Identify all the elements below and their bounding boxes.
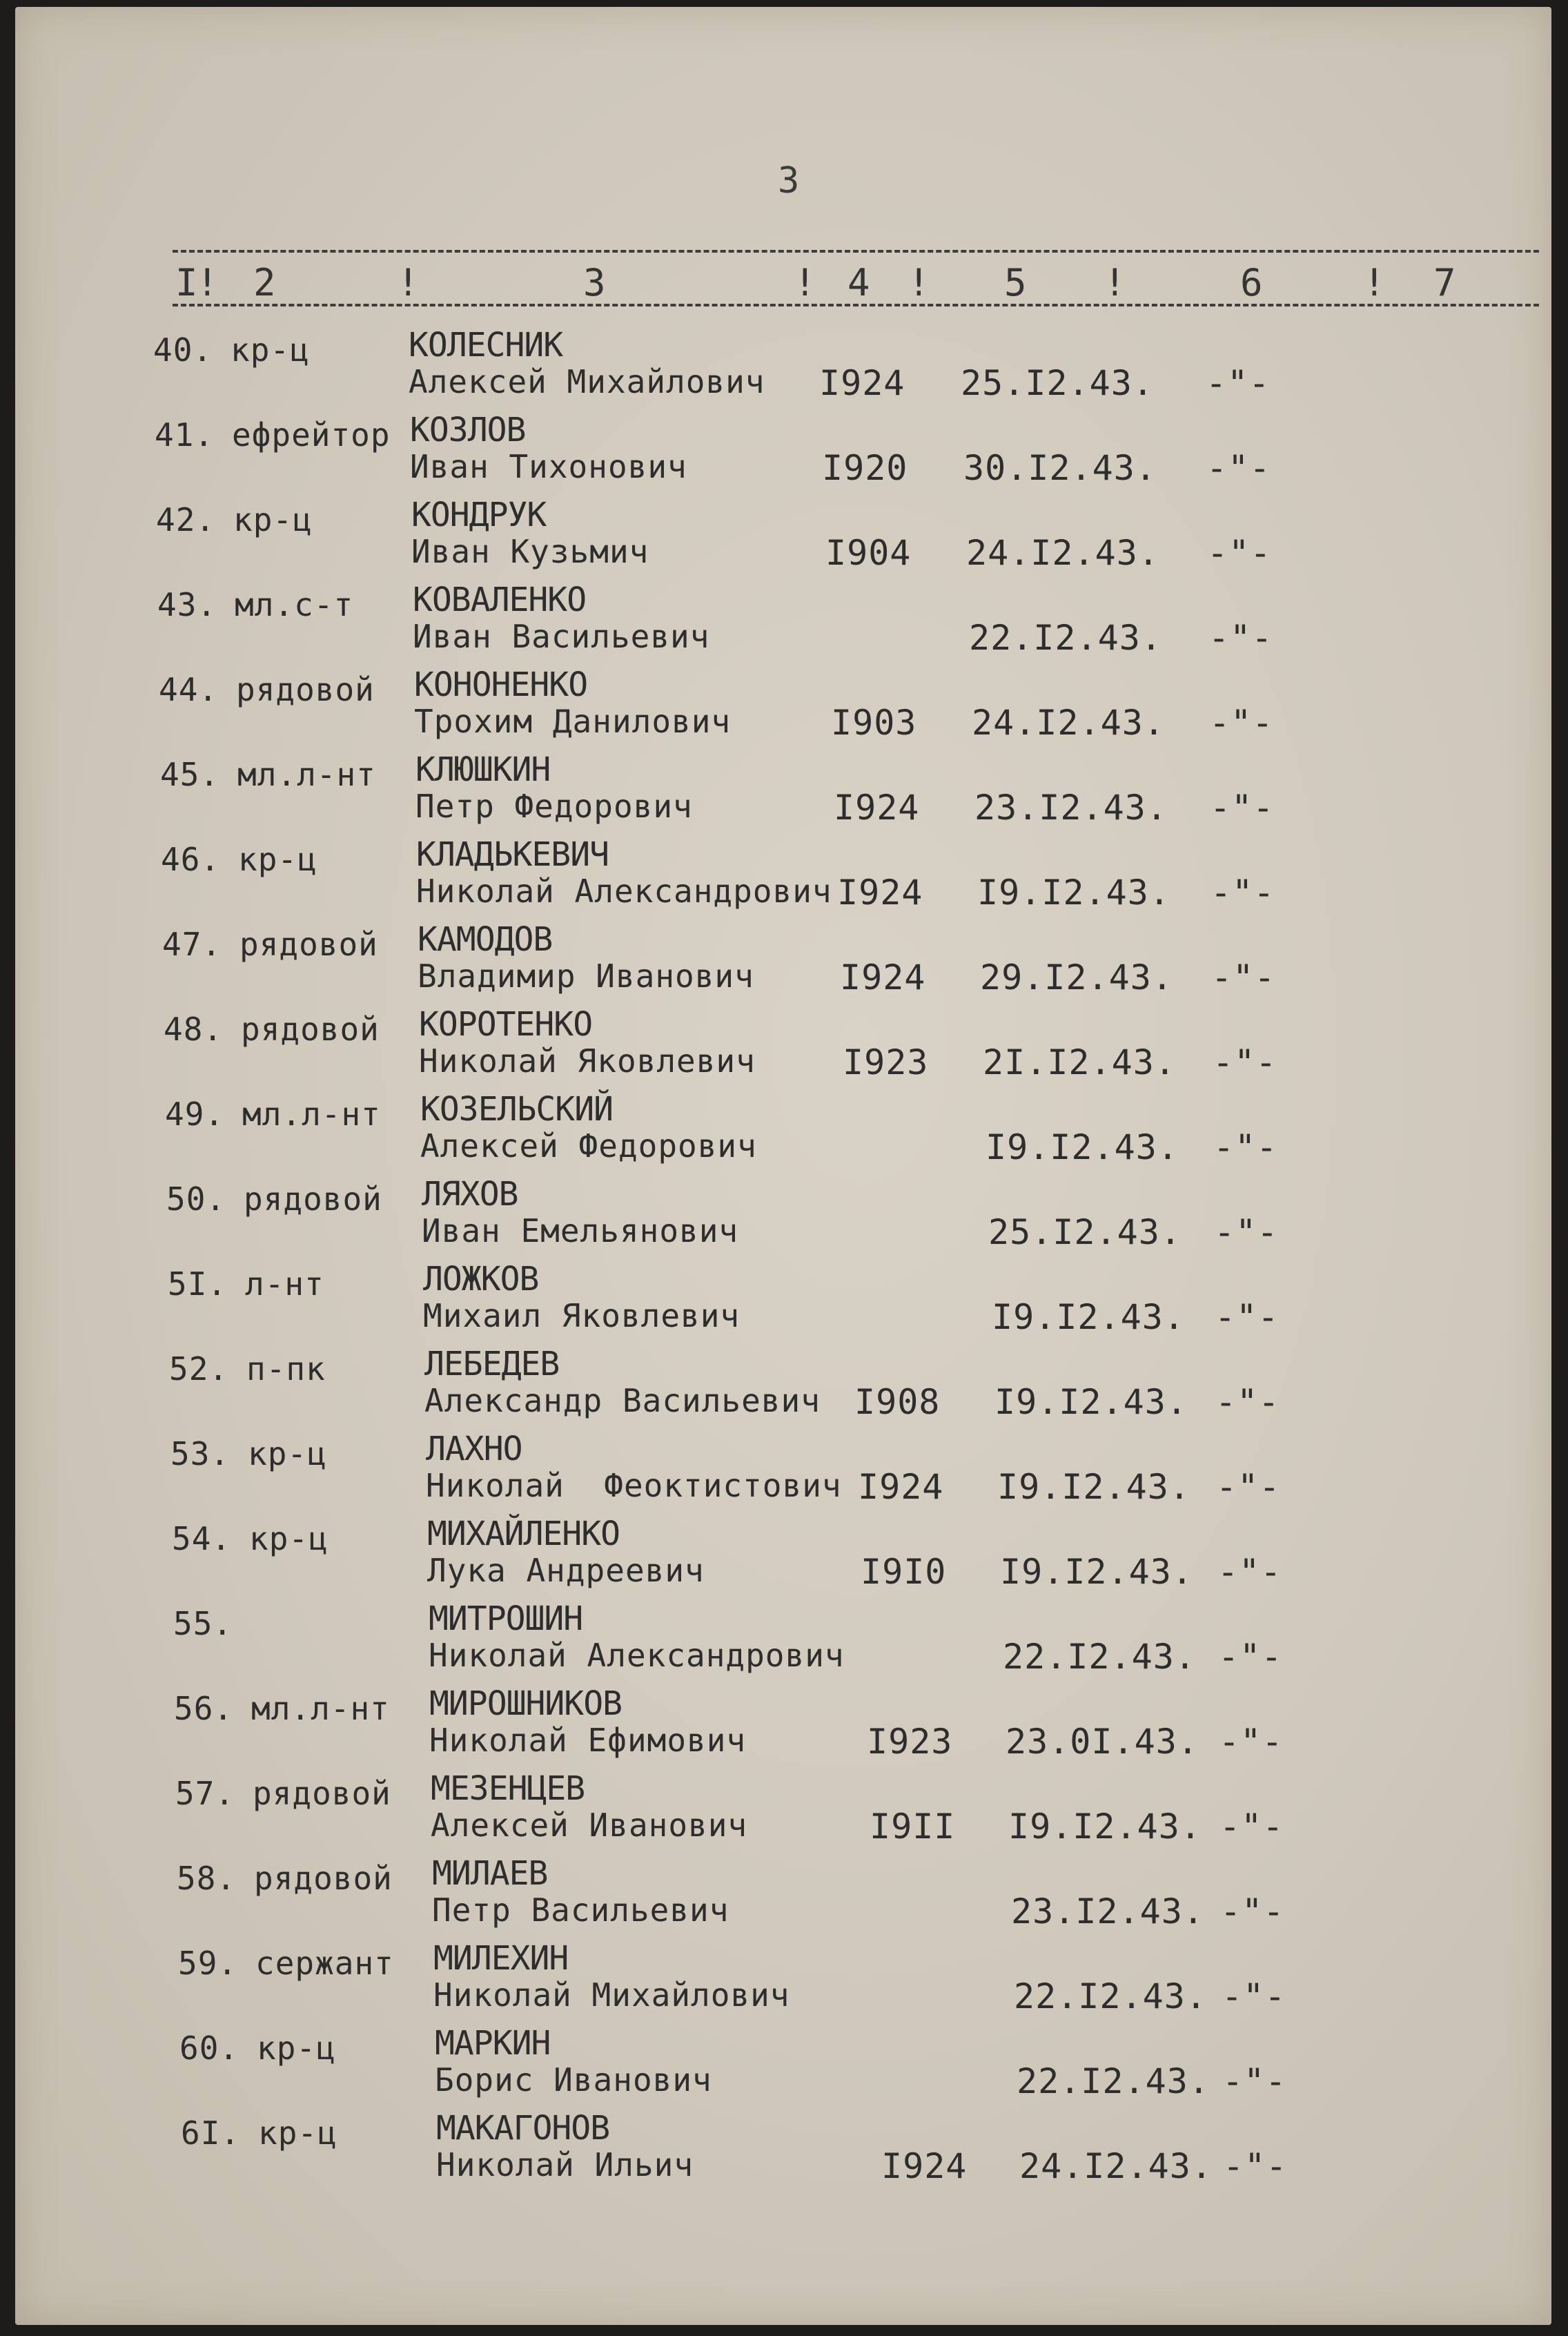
list-item	[15, 1684, 1551, 1773]
ditto-mark: -"-	[1219, 1722, 1284, 1762]
entry-number: 5I.	[168, 1265, 228, 1303]
birth-year: I924	[881, 2146, 968, 2186]
date: 29.I2.43.	[980, 957, 1173, 997]
surname: ЛЕБЕДЕВ	[424, 1345, 560, 1383]
ditto-mark: -"-	[1218, 1637, 1283, 1677]
given-name: Николай Ефимович	[429, 1722, 747, 1759]
date: 25.I2.43.	[988, 1212, 1182, 1252]
ditto-mark: -"-	[1213, 1042, 1277, 1082]
military-rank: рядовой	[236, 671, 375, 708]
surname: КОНОНЕНКО	[414, 665, 588, 704]
list-item	[15, 665, 1551, 754]
surname: МИЛЕХИН	[433, 1939, 569, 1978]
military-rank: сержант	[255, 1945, 394, 1982]
list-item	[15, 1515, 1551, 1603]
given-name: Иван Васильевич	[413, 618, 710, 655]
given-name: Николай Ильич	[436, 2146, 694, 2183]
given-name: Николай Феоктистович	[426, 1467, 842, 1504]
date: 22.I2.43.	[1017, 2061, 1210, 2101]
date: I9.I2.43.	[992, 1297, 1185, 1337]
given-name: Лука Андреевич	[427, 1552, 705, 1589]
military-rank: рядовой	[244, 1180, 382, 1218]
date: I9.I2.43.	[1000, 1552, 1193, 1592]
military-rank: рядовой	[241, 1011, 380, 1048]
list-item	[15, 1090, 1551, 1178]
entry-number: 50.	[166, 1180, 226, 1218]
column-header-4: 4	[847, 261, 870, 304]
given-name: Николай Александрович	[416, 873, 832, 910]
ditto-mark: -"-	[1217, 1552, 1282, 1592]
list-item	[15, 1430, 1551, 1518]
birth-year: I920	[822, 448, 908, 488]
entry-number: 45.	[160, 756, 220, 793]
ditto-mark: -"-	[1215, 1382, 1280, 1422]
surname: МАКАГОНОВ	[436, 2109, 610, 2148]
date: 22.I2.43.	[969, 618, 1162, 658]
given-name: Николай Михайлович	[433, 1976, 790, 2014]
ditto-mark: -"-	[1215, 1297, 1280, 1337]
given-name: Трохим Данилович	[414, 703, 732, 740]
military-rank: рядовой	[254, 1860, 393, 1897]
header-top-rule	[173, 250, 1539, 253]
entry-number: 54.	[172, 1520, 232, 1557]
date: I9.I2.43.	[994, 1382, 1188, 1422]
military-rank: мл.л-нт	[237, 756, 376, 793]
military-rank: мл.л-нт	[242, 1096, 381, 1133]
list-item	[15, 1260, 1551, 1348]
given-name: Алексей Михайлович	[409, 363, 765, 400]
date: I9.I2.43.	[977, 873, 1170, 913]
list-item	[15, 1005, 1551, 1093]
entry-number: 42.	[156, 501, 216, 538]
entry-number: 55.	[173, 1605, 233, 1642]
list-item	[15, 750, 1551, 839]
list-item	[15, 496, 1551, 584]
list-item	[15, 1939, 1551, 2027]
list-item	[15, 1599, 1551, 1688]
ditto-mark: -"-	[1223, 2146, 1288, 2186]
ditto-mark: -"-	[1219, 1807, 1284, 1847]
date: 23.I2.43.	[1011, 1891, 1204, 1931]
given-name: Борис Иванович	[435, 2061, 712, 2099]
column-separator: !	[794, 261, 816, 304]
entry-number: 46.	[161, 841, 221, 878]
military-rank: ефрейтор	[232, 416, 391, 454]
ditto-mark: -"-	[1216, 1467, 1281, 1507]
entry-number: 57.	[175, 1775, 235, 1812]
list-item	[15, 1769, 1551, 1858]
date: 24.I2.43.	[972, 703, 1165, 743]
military-rank: л-нт	[245, 1265, 324, 1303]
surname: КАМОДОВ	[418, 920, 553, 959]
ditto-mark: -"-	[1208, 618, 1273, 658]
military-rank: рядовой	[253, 1775, 391, 1812]
date: I9.I2.43.	[997, 1467, 1190, 1507]
column-separator: !	[397, 261, 420, 304]
page-number: 3	[778, 160, 800, 202]
ditto-mark: -"-	[1209, 703, 1274, 743]
surname: КОЛЕСНИК	[409, 326, 563, 364]
entry-number: 53.	[170, 1435, 231, 1472]
military-rank: мл.л-нт	[251, 1690, 390, 1727]
surname: ЛОЖКОВ	[423, 1260, 539, 1298]
date: 23.I2.43.	[974, 788, 1168, 828]
column-header-6: 6	[1240, 261, 1263, 304]
surname: КОНДРУК	[411, 496, 547, 534]
military-rank: кр-ц	[233, 501, 313, 538]
birth-year: I924	[837, 873, 923, 913]
date: 2I.I2.43.	[983, 1042, 1176, 1082]
date: 24.I2.43.	[966, 533, 1159, 573]
surname: МИТРОШИН	[429, 1599, 583, 1638]
given-name: Владимир Иванович	[418, 957, 754, 995]
ditto-mark: -"-	[1222, 2061, 1287, 2101]
military-rank: кр-ц	[258, 2114, 337, 2152]
birth-year: I923	[843, 1042, 929, 1082]
date: I9.I2.43.	[1008, 1807, 1202, 1847]
column-separator: !	[196, 261, 219, 304]
list-item	[15, 1345, 1551, 1433]
ditto-mark: -"-	[1206, 448, 1271, 488]
date: 22.I2.43.	[1014, 1976, 1207, 2016]
column-header-3: 3	[583, 261, 606, 304]
ditto-mark: -"-	[1211, 873, 1275, 913]
date: 23.0I.43.	[1006, 1722, 1199, 1762]
birth-year: I924	[834, 788, 920, 828]
list-item	[15, 2109, 1551, 2197]
military-rank: мл.с-т	[235, 586, 354, 623]
birth-year: I9I0	[861, 1552, 947, 1592]
date: 25.I2.43.	[961, 363, 1154, 403]
surname: КЛЮШКИН	[415, 750, 551, 789]
surname: МИХАЙЛЕНКО	[427, 1515, 620, 1553]
military-rank: рядовой	[239, 926, 378, 963]
ditto-mark: -"-	[1210, 788, 1275, 828]
date: 30.I2.43.	[963, 448, 1157, 488]
column-separator: !	[908, 261, 930, 304]
ditto-mark: -"-	[1220, 1891, 1285, 1931]
surname: КОЗЕЛЬСКИЙ	[420, 1090, 613, 1129]
column-header-1: I	[175, 261, 198, 304]
document-page	[15, 7, 1551, 2325]
column-header-7: 7	[1433, 261, 1456, 304]
ditto-mark: -"-	[1222, 1976, 1286, 2016]
list-item	[15, 1175, 1551, 1263]
list-item	[15, 1854, 1551, 1943]
surname: ЛЯХОВ	[422, 1175, 518, 1214]
military-rank: кр-ц	[257, 2030, 336, 2067]
birth-year: I924	[858, 1467, 944, 1507]
ditto-mark: -"-	[1207, 533, 1272, 573]
ditto-mark: -"-	[1206, 363, 1271, 403]
column-separator: !	[1363, 261, 1386, 304]
entry-number: 44.	[159, 671, 219, 708]
given-name: Иван Емельянович	[422, 1212, 739, 1249]
surname: ЛАХНО	[426, 1430, 522, 1468]
surname: МАРКИН	[435, 2024, 551, 2063]
birth-year: I904	[825, 533, 912, 573]
birth-year: I908	[854, 1382, 941, 1422]
surname: КЛАДЬКЕВИЧ	[416, 835, 609, 874]
given-name: Алексей Федорович	[420, 1127, 757, 1165]
entry-number: 58.	[177, 1860, 237, 1897]
entry-number: 52.	[169, 1350, 229, 1388]
column-separator: !	[1104, 261, 1126, 304]
birth-year: I924	[840, 957, 926, 997]
date: I9.I2.43.	[986, 1127, 1179, 1167]
given-name: Иван Кузьмич	[411, 533, 649, 570]
surname: МИРОШНИКОВ	[429, 1684, 622, 1723]
entry-number: 49.	[165, 1096, 225, 1133]
entry-number: 48.	[164, 1011, 224, 1048]
military-rank: кр-ц	[249, 1520, 329, 1557]
military-rank: кр-ц	[248, 1435, 327, 1472]
date: 24.I2.43.	[1019, 2146, 1213, 2186]
entry-number: 56.	[174, 1690, 234, 1727]
surname: МЕЗЕНЦЕВ	[431, 1769, 585, 1808]
ditto-mark: -"-	[1214, 1212, 1279, 1252]
ditto-mark: -"-	[1213, 1127, 1278, 1167]
military-rank: кр-ц	[238, 841, 317, 878]
entry-number: 47.	[162, 926, 222, 963]
surname: КОВАЛЕНКО	[413, 581, 587, 619]
column-header-2: 2	[253, 261, 276, 304]
list-item	[15, 920, 1551, 1009]
date: 22.I2.43.	[1003, 1637, 1196, 1677]
entry-number: 6I.	[181, 2114, 241, 2152]
list-item	[15, 835, 1551, 924]
entry-number: 40.	[153, 331, 213, 369]
given-name: Александр Васильевич	[424, 1382, 821, 1419]
given-name: Петр Васильевич	[432, 1891, 729, 1929]
list-item	[15, 581, 1551, 669]
given-name: Алексей Иванович	[431, 1807, 748, 1844]
military-rank: кр-ц	[231, 331, 310, 369]
entry-number: 60.	[179, 2030, 239, 2067]
given-name: Михаил Яковлевич	[423, 1297, 741, 1334]
birth-year: I924	[819, 363, 905, 403]
column-header-5: 5	[1004, 261, 1027, 304]
birth-year: I903	[831, 703, 917, 743]
military-rank: п-пк	[246, 1350, 326, 1388]
given-name: Иван Тихонович	[410, 448, 687, 485]
entry-number: 41.	[155, 416, 215, 454]
given-name: Николай Яковлевич	[419, 1042, 756, 1080]
surname: КОРОТЕНКО	[419, 1005, 593, 1044]
list-item	[15, 411, 1551, 499]
given-name: Петр Федорович	[415, 788, 693, 825]
list-item	[15, 2024, 1551, 2112]
entry-number: 59.	[178, 1945, 238, 1982]
birth-year: I923	[867, 1722, 953, 1762]
surname: КОЗЛОВ	[410, 411, 526, 449]
ditto-mark: -"-	[1211, 957, 1276, 997]
birth-year: I9II	[870, 1807, 956, 1847]
given-name: Николай Александрович	[429, 1637, 845, 1674]
surname: МИЛАЕВ	[432, 1854, 548, 1893]
list-item	[15, 326, 1551, 414]
entry-number: 43.	[157, 586, 217, 623]
